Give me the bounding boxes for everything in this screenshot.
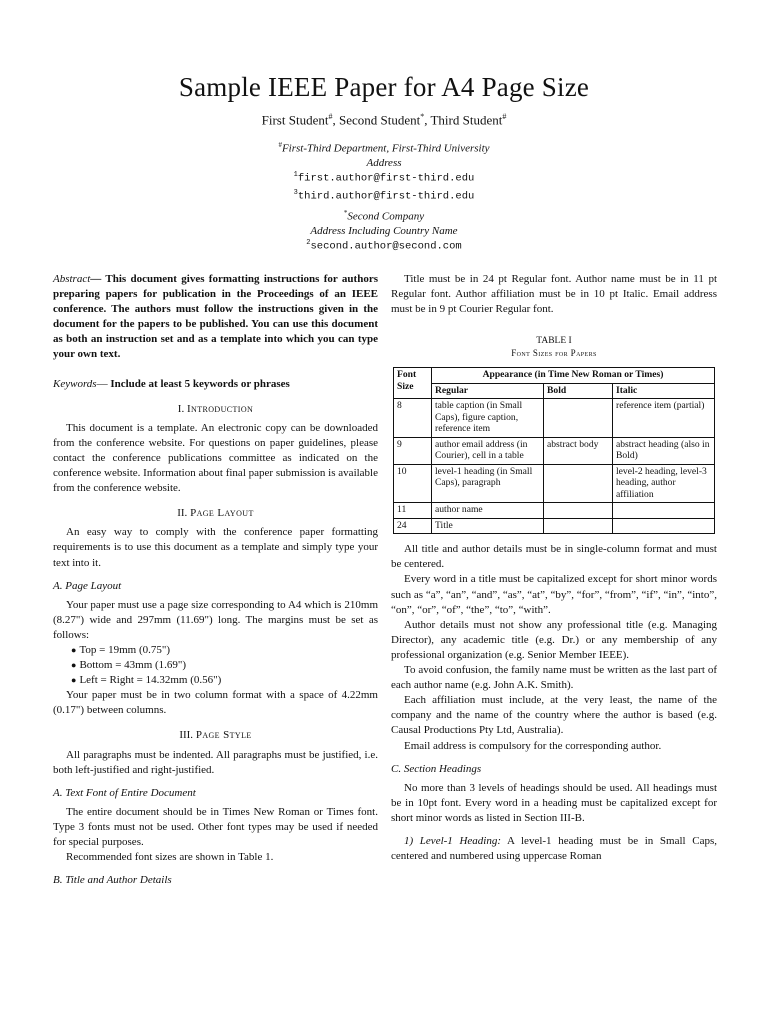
cell-bold [544,503,613,519]
bullet-item [53,658,378,673]
author-2: Second Student [338,112,421,128]
table-row [394,503,715,519]
abstract-dash: — [90,273,106,285]
author-line [0,112,768,128]
author-3-mark: # [502,112,507,121]
section-title: Page Layout [190,507,254,520]
section-heading-page-layout [53,506,378,521]
bullet-text: Left = Right = 14.32mm (0.56") [79,674,222,687]
paragraph [391,834,717,864]
email-1 [0,169,768,186]
cell-size: 24 [394,518,432,534]
cell-italic [613,503,715,519]
table-number: TABLE I [536,336,572,347]
table-row [394,399,715,438]
bullet-item [53,673,378,688]
keywords-label: Keywords [53,377,97,390]
bullet-item [53,643,378,658]
font-size-table [393,367,715,534]
header-italic: Italic [613,383,715,399]
author-2-mark: * [420,112,425,121]
subsection-heading-section-headings: C. Section Headings [391,762,482,775]
email-3 [0,187,768,204]
paragraph: Recommended font sizes are shown in Table 1. [66,851,274,864]
level1-text: A level-1 heading must be in Small Caps, centered and numbered using uppercase Roman [391,834,717,863]
table-row [394,437,715,464]
affiliation-2 [0,206,768,238]
table-header-row [394,368,715,384]
cell-italic: abstract heading (also in Bold) [613,437,715,464]
email-3-text: third.author@first-third.edu [297,190,475,203]
affiliation-1-name: First-Third Department, First-Third University [281,142,490,155]
subsection-heading-page-layout: A. Page Layout [53,579,122,592]
cell-regular: author name [432,503,544,519]
affiliation-2-name: Second Company [347,210,425,223]
email-2-text: second.author@second.com [310,240,462,253]
section-title: Introduction [186,402,254,415]
bullet-icon: ● [71,660,77,671]
section-number: III. [179,729,196,742]
email-3-mark: 3 [293,189,298,197]
cell-regular: Title [432,518,544,534]
bullet-icon: ● [71,644,77,655]
affiliation-2-mark: * [343,209,348,217]
affiliation-1-mark: # [278,141,282,149]
cell-regular: level-1 heading (in Small Caps), paragraph [432,464,544,503]
paragraph: An easy way to comply with the conference paper formatting requirements is to use this document as a template and simply type your text into it. [53,526,378,569]
paragraph: Title must be in 24 pt Regular font. Author name must be in 11 pt Regular font. Author affiliation must be in 10 pt Italic. Email address must be in 9 pt Courier Regular font. [391,273,717,316]
section-heading-introduction [53,402,378,417]
header-bold: Bold [544,383,613,399]
section-heading-page-style [53,728,378,743]
paragraph: Every word in a title must be capitalized except for short minor words such as “a”, “an”, “and”, “as”, “at”, “by”, “for”, “from”, “if”, “in”, “into”, “on”, “or”, “of”, “the”, “to”, “with”. [391,573,717,616]
paragraph: This document is a template. An electronic copy can be downloaded from the conference website. For questions on paper guidelines, please contact the conference publications committee as indicated on the conference website. Information about final paper submission is available from the conference website. [53,421,378,495]
table-title: Font Sizes for Papers [511,348,597,359]
paper-title: Sample IEEE Paper for A4 Page Size [178,72,590,102]
keywords-dash: — [96,377,111,390]
cell-bold [544,464,613,503]
affiliation-2-address: Address Including Country Name [310,224,458,237]
right-column [391,272,717,864]
left-column [53,272,378,892]
cell-size: 11 [394,503,432,519]
paragraph: Your paper must be in two column format with a space of 4.22mm (0.17") between columns. [53,689,378,717]
header-regular: Regular [432,383,544,399]
paragraph: No more than 3 levels of headings should be used. All headings must be in 10pt font. Every word in a heading must be capitalized except for short minor words as listed in Section III-B. [391,781,717,824]
section-number: I. [177,402,187,415]
cell-regular: author email address (in Courier), cell in a table [432,437,544,464]
cell-size: 9 [394,437,432,464]
author-1: First Student [261,112,329,128]
paragraph: Author details must not show any professional title (e.g. Managing Director), any academic title (e.g. Dr.) or any membership of any professional organization (e.g. Senior Member IEEE). [391,618,717,661]
affiliation-1 [0,138,768,170]
bullet-icon: ● [71,675,77,686]
paragraph: To avoid confusion, the family name must be written as the last part of each author name (e.g. John A.K. Smith). [391,664,717,692]
keywords-text: Include at least 5 keywords or phrases [110,377,290,390]
cell-size: 10 [394,464,432,503]
table-caption [391,335,717,359]
paragraph: Your paper must use a page size corresponding to A4 which is 210mm (8.27") wide and 297mm (11.69") long. The margins must be set as follows: [53,598,378,641]
abstract-text: This document gives formatting instructions for authors preparing papers for publication in the Proceedings of an IEEE conference. The authors must follow the instructions given in the document for the papers to be published. You can use this document as both an instruction set and as a template into which you can type your own text. [53,273,378,361]
author-1-mark: # [328,112,333,121]
paragraph: All paragraphs must be indented. All paragraphs must be justified, i.e. both left-justified and right-justified. [53,748,378,776]
level1-label: 1) Level-1 Heading: [404,834,501,847]
author-sep: , [332,112,339,128]
email-2-mark: 2 [306,239,311,247]
header-font-size: Font Size [394,368,432,399]
section-number: II. [177,507,191,520]
section-title: Page Style [195,729,252,742]
table-row [394,464,715,503]
table-subheader-row [394,383,715,399]
cell-italic [613,518,715,534]
table-row [394,518,715,534]
cell-italic: level-2 heading, level-3 heading, author affiliation [613,464,715,503]
paragraph: Each affiliation must include, at the very least, the name of the company and the name of the country where the author is based (e.g. Causal Productions Pty Ltd, Australia). [391,694,717,737]
paragraph: The entire document should be in Times New Roman or Times font. Type 3 fonts must not be used. Other font types may be used if needed for special purposes. [53,805,378,848]
keywords [53,377,378,392]
author-sep: , [424,112,431,128]
abstract-label: Abstract [53,273,91,285]
cell-regular: table caption (in Small Caps), figure caption, reference item [432,399,544,438]
cell-bold: abstract body [544,437,613,464]
bullet-text: Top = 19mm (0.75") [79,643,171,656]
email-2 [0,237,768,254]
subsection-heading-title-author: B. Title and Author Details [53,874,172,887]
cell-size: 8 [394,399,432,438]
cell-italic: reference item (partial) [613,399,715,438]
affiliation-1-address: Address [366,156,402,169]
cell-bold [544,399,613,438]
bullet-text: Bottom = 43mm (1.69") [79,659,187,672]
email-1-text: first.author@first-third.edu [297,172,475,185]
paragraph: All title and author details must be in single-column format and must be centered. [391,543,717,571]
cell-bold [544,518,613,534]
email-1-mark: 1 [293,171,298,179]
subsection-heading-text-font: A. Text Font of Entire Document [53,786,196,799]
author-3: Third Student [430,112,503,128]
paragraph: Email address is compulsory for the corresponding author. [404,739,662,752]
abstract [53,272,378,363]
header-appearance: Appearance (in Time New Roman or Times) [432,368,715,384]
